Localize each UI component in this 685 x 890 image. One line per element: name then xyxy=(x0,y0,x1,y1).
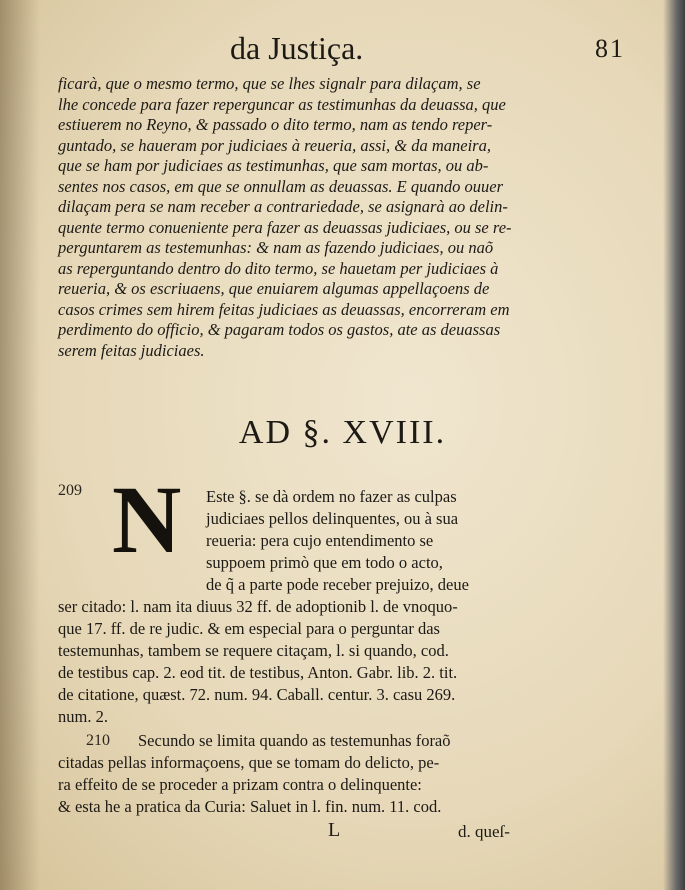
section-heading: AD §. XVIII. xyxy=(238,414,447,451)
text-line: que 17. ff. de re judic. & em especial para o perguntar das xyxy=(58,619,440,638)
text-line: reueria: pera cujo entendimento se xyxy=(206,531,434,550)
paragraph-209-indented xyxy=(206,486,469,596)
page-header xyxy=(0,30,685,70)
text-line: ra effeito de se proceder a prizam contra o delinquente: xyxy=(58,775,422,794)
text-line: as reperguntando dentro do dito termo, se hauetam per judiciaes à xyxy=(58,258,499,278)
paragraph-209-body xyxy=(58,596,458,728)
text-line: perdimento do officio, & pagaram todos os gastos, ate as deuassas xyxy=(58,320,501,339)
text-line: casos crimes sem hirem feitas judiciaes as deuassas, encorreram em xyxy=(58,299,510,319)
text-line: judiciaes pellos delinquentes, ou à sua xyxy=(206,509,459,528)
paragraph-210-body xyxy=(58,730,451,818)
text-line: estiuerem no Reyno, & passado o dito termo, nam as tendo reper- xyxy=(58,115,493,134)
text-line: num. 2. xyxy=(58,707,108,726)
signature-mark: L xyxy=(328,819,341,841)
text-line: perguntarem as testemunhas: & nam as fazendo judiciaes, ou naõ xyxy=(58,238,494,257)
text-line: suppoem primò que em todo o acto, xyxy=(206,553,443,572)
paragraph-number: 209 xyxy=(58,482,82,499)
text-line: de citatione, quæst. 72. num. 94. Caball. centur. 3. casu 269. xyxy=(58,685,456,704)
drop-cap: N xyxy=(112,466,182,573)
continuation-paragraph xyxy=(58,74,538,361)
text-line: que se ham por judiciaes as testimunhas, que sam mortas, ou ab- xyxy=(58,156,489,175)
text-line: de q̃ a parte pode receber prejuizo, deue xyxy=(206,575,469,594)
text-line: guntado, se haueram por judiciaes à reueria, assi, & da maneira, xyxy=(58,135,491,155)
text-line: serem feitas judiciaes. xyxy=(58,340,205,360)
text-line: & esta he a pratica da Curia: Saluet in l. fin. num. 11. cod. xyxy=(58,797,442,816)
paragraph-number: 210 xyxy=(86,732,110,749)
text-line: de testibus cap. 2. eod tit. de testibus, Anton. Gabr. lib. 2. tit. xyxy=(58,663,458,682)
text-line: quente termo conueniente pera fazer as deuassas judiciaes, ou se re- xyxy=(58,217,512,237)
folio-number: 81 xyxy=(595,34,625,63)
text-line: citadas pellas informaçoens, que se tomam do delicto, pe- xyxy=(58,753,440,772)
text-line: testemunhas, tambem se requere citaçam, l. si quando, cod. xyxy=(58,641,449,660)
text-line: sentes nos casos, em que se onnullam as deuassas. E quando ouuer xyxy=(58,176,504,196)
text-line: dilaçam pera se nam receber a contrariedade, se asignarà ao delin- xyxy=(58,197,508,216)
text-line: Secundo se limita quando as testemunhas foraõ xyxy=(138,731,451,750)
catchword: d. queſ- xyxy=(458,822,510,841)
running-head: da Justiça. xyxy=(230,30,364,66)
text-line: ficarà, que o mesmo termo, que se lhes signalr para dilaçam, se xyxy=(58,74,481,93)
text-line: reueria, & os escriuaens, que enuiarem algumas appellaçoens de xyxy=(58,279,490,298)
text-line: lhe concede para fazer reperguncar as testimunhas da deuassa, que xyxy=(58,94,506,114)
text-line: ser citado: l. nam ita diuus 32 ff. de adoptionib l. de vnoquo- xyxy=(58,597,458,616)
text-line: Este §. se dà ordem no fazer as culpas xyxy=(206,487,457,506)
